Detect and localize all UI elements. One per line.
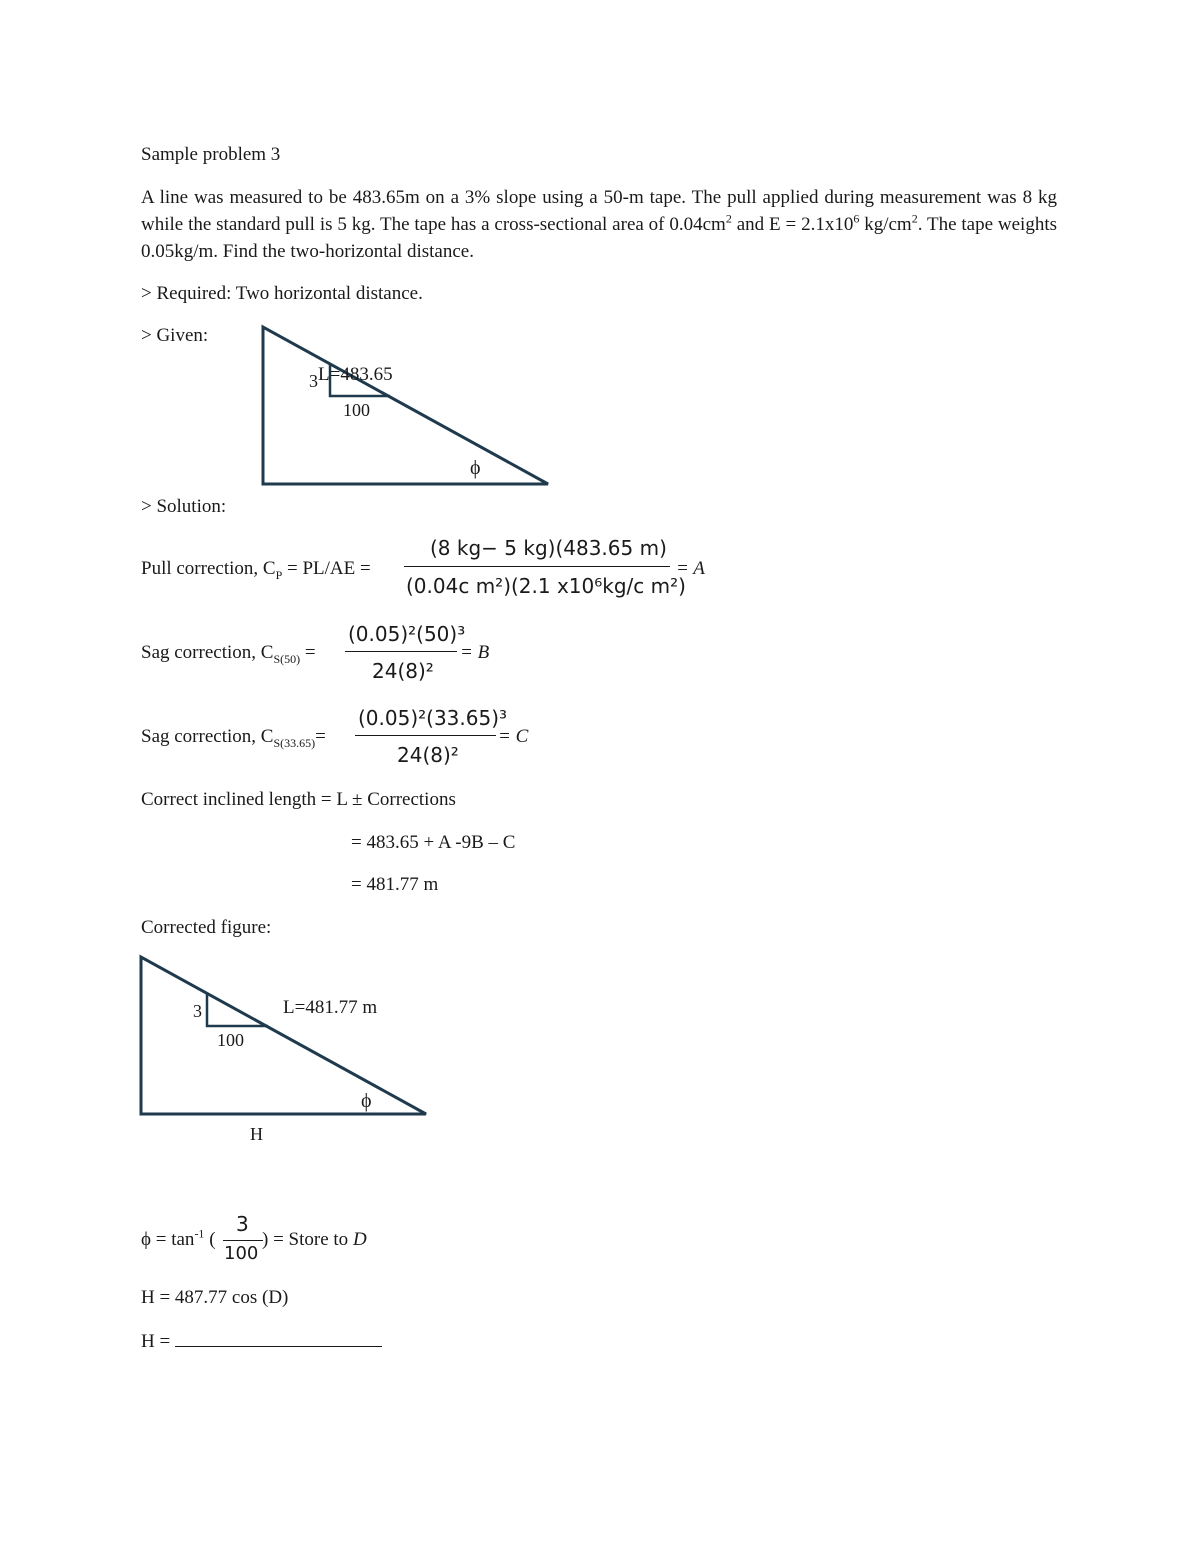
sag50-fraction-bar <box>345 651 457 652</box>
phi-equation-lhs: $\phi = \tan^{-1}$ ( <box>141 1226 216 1250</box>
given-length-label: L=483.65 <box>318 364 393 385</box>
corrected-length-label: L=481.77 m <box>283 997 378 1018</box>
correct-length-line3: = 481.77 m <box>351 874 439 895</box>
sag50-denominator: 24(8)² <box>372 659 434 683</box>
pull-result: = A <box>676 558 705 579</box>
correct-length-line2: = 483.65 + A -9B – C <box>351 832 516 853</box>
phi-equation-rhs: ) = Store to D <box>262 1229 367 1250</box>
corrected-run-label: 100 <box>217 1030 244 1050</box>
problem-statement: A line was measured to be 483.65m on a 3% slope using a 50-m tape. The pull applied during measurement was 8 kg while the standard pull is 5 kg. The tape has a cross-sectional area of $0.04cm^2$ and $E = 2.1x10^6$ $kg/cm^2$. The tape weights 0.05kg/m. Find the two-horizontal distance. <box>141 187 1057 262</box>
given-triangle <box>263 327 548 484</box>
corrected-base-label: H <box>250 1124 263 1144</box>
pull-correction-label: Pull correction, $C_P = PL/AE$ = <box>141 558 371 582</box>
correct-length-line1: Correct inclined length = L ± Corrections <box>141 789 456 810</box>
given-rise-label: 3 <box>309 371 318 391</box>
corrected-triangle <box>141 957 426 1114</box>
phi-denominator: 100 <box>224 1243 259 1264</box>
sag3365-numerator: (0.05)²(33.65)³ <box>358 706 508 730</box>
h-equation: H = 487.77 cos (D) <box>141 1287 289 1308</box>
sag50-result: = B <box>460 642 490 663</box>
given-run-label: 100 <box>343 400 370 420</box>
given-angle-label: ϕ <box>470 457 481 479</box>
sag3365-label: Sag correction, $C_{S(33.65)}=$ <box>141 726 326 750</box>
given-line: > Given: <box>141 325 209 346</box>
sag50-numerator: (0.05)²(50)³ <box>348 622 466 646</box>
solution-heading: > Solution: <box>141 496 227 517</box>
corrected-figure-label: Corrected figure: <box>141 917 272 938</box>
pull-fraction-bar <box>404 566 670 567</box>
corrected-rise-label: 3 <box>193 1001 202 1021</box>
required-line: > Required: Two horizontal distance. <box>141 283 423 304</box>
h-answer-blank[interactable] <box>175 1328 382 1347</box>
corrected-angle-label: ϕ <box>361 1090 372 1112</box>
phi-numerator: 3 <box>236 1212 249 1236</box>
pull-denominator: (0.04c m²)(2.1 x10⁶kg/c m²) <box>406 574 686 598</box>
phi-fraction-bar <box>223 1240 263 1241</box>
sag50-label: Sag correction, $C_{S(50)}$ = <box>141 642 316 666</box>
given-triangle-figure <box>0 0 1200 500</box>
problem-title: Sample problem 3 <box>141 144 281 165</box>
sag3365-denominator: 24(8)² <box>397 743 459 767</box>
sag3365-fraction-bar <box>355 735 496 736</box>
sag3365-result: = C <box>498 726 529 747</box>
pull-numerator: (8 kg− 5 kg)(483.65 m) <box>430 536 667 560</box>
corrected-triangle-figure <box>0 940 1200 1160</box>
h-answer-line: H = <box>141 1328 382 1354</box>
